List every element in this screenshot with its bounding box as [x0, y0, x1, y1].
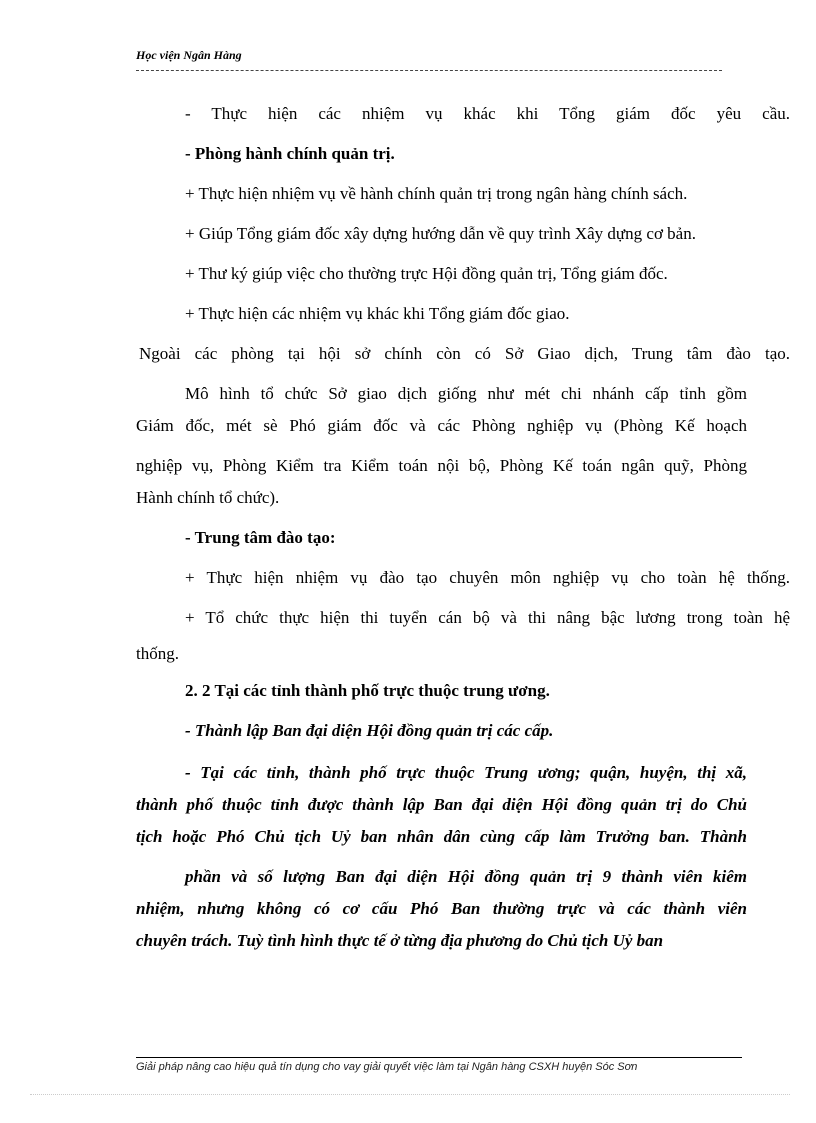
body-line: + Tổ chức thực hiện thi tuyển cán bộ và thi nâng bậc lương trong toàn hệ: [185, 608, 790, 627]
body-line: chuyên trách. Tuỳ tình hình thực tế ở từng địa phương do Chủ tịch Uỷ ban: [136, 931, 664, 950]
body-line: + Thực hiện các nhiệm vụ khác khi Tổng giám đốc giao.: [185, 304, 570, 323]
body-line: + Giúp Tổng giám đốc xây dựng hướng dẫn về quy trình Xây dựng cơ bản.: [185, 224, 696, 243]
body-line: Ngoài các phòng tại hội sở chính còn có Sở Giao dịch, Trung tâm đào tạo.: [139, 344, 790, 363]
body-line: - Tại các tỉnh, thành phố trực thuộc Trung ương; quận, huyện, thị xã,: [185, 763, 747, 782]
body-line: + Thực hiện nhiệm vụ về hành chính quản trị trong ngân hàng chính sách.: [185, 184, 688, 203]
footer-divider: [136, 1057, 742, 1058]
page-bottom-border: [30, 1094, 790, 1095]
footer-text: Giải pháp nâng cao hiệu quả tín dụng cho vay giải quyết việc làm tại Ngân hàng CSXH huyện Sóc Sơn: [136, 1061, 638, 1073]
body-line: nhiệm, nhưng không có cơ cấu Phó Ban thường trực và các thành viên: [136, 899, 747, 918]
header-divider: [136, 70, 722, 71]
subsection-heading: - Thành lập Ban đại diện Hội đồng quản trị các cấp.: [185, 721, 554, 740]
body-line: thành phố thuộc tỉnh được thành lập Ban đại diện Hội đồng quản trị do Chủ: [136, 795, 747, 814]
body-line: tịch hoặc Phó Chủ tịch Uỷ ban nhân dân cùng cấp làm Trưởng ban. Thành: [136, 827, 747, 846]
body-line: Hành chính tổ chức).: [136, 488, 280, 507]
body-line: + Thư ký giúp việc cho thường trực Hội đồng quản trị, Tổng giám đốc.: [185, 264, 668, 283]
body-line: Mô hình tổ chức Sở giao dịch giống như mét chi nhánh cấp tỉnh gồm: [185, 384, 747, 403]
section-heading: 2. 2 Tại các tỉnh thành phố trực thuộc trung ương.: [185, 681, 550, 700]
body-line: Giám đốc, mét sè Phó giám đốc và các Phòng nghiệp vụ (Phòng Kế hoạch: [136, 416, 747, 435]
section-heading: - Phòng hành chính quản trị.: [185, 144, 395, 163]
body-line: nghiệp vụ, Phòng Kiểm tra Kiểm toán nội bộ, Phòng Kế toán ngân quỹ, Phòng: [136, 456, 747, 475]
body-line: phần và số lượng Ban đại diện Hội đồng quản trị 9 thành viên kiêm: [185, 867, 747, 886]
body-line: thống.: [136, 644, 179, 663]
header-title: Học viện Ngân Hàng: [136, 48, 242, 62]
section-heading: - Trung tâm đào tạo:: [185, 528, 336, 547]
body-line: - Thực hiện các nhiệm vụ khác khi Tổng giám đốc yêu cầu.: [185, 104, 790, 123]
body-line: + Thực hiện nhiệm vụ đào tạo chuyên môn nghiệp vụ cho toàn hệ thống.: [185, 568, 790, 587]
